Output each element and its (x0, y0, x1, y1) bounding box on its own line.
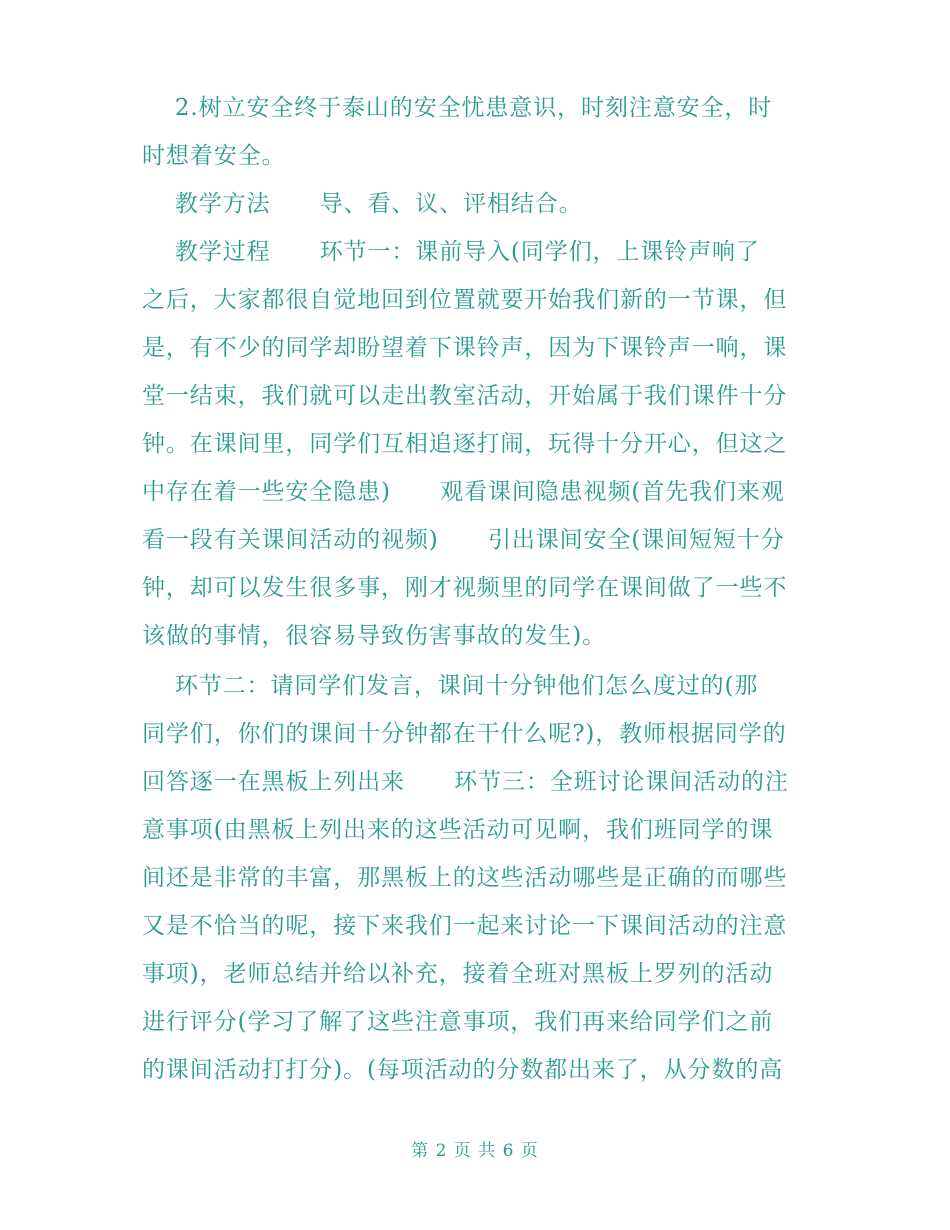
body-line: 之后，大家都很自觉地回到位置就要开始我们新的一节课，但 (142, 287, 788, 313)
body-line: 钟，却可以发生很多事，刚才视频里的同学在课间做了一些不 (142, 575, 788, 601)
body-line: 是，有不少的同学却盼望着下课铃声，因为下课铃声一响，课 (142, 335, 788, 361)
body-line: 时想着安全。 (142, 143, 286, 169)
body-line: 回答逐一在黑板上列出来 环节三：全班讨论课间活动的注 (142, 769, 789, 795)
body-line: 教学过程 环节一：课前导入(同学们，上课铃声响了 (142, 239, 760, 265)
body-line: 2.树立安全终于泰山的安全忧患意识，时刻注意安全，时 (142, 95, 773, 121)
body-line: 又是不恰当的呢，接下来我们一起来讨论一下课间活动的注意 (142, 913, 788, 939)
body-line: 中存在着一些安全隐患) 观看课间隐患视频(首先我们来观 (142, 479, 785, 505)
body-line: 钟。在课间里，同学们互相追逐打闹，玩得十分开心，但这之 (142, 431, 788, 457)
page-number-footer: 第 2 页 共 6 页 (411, 1141, 539, 1161)
body-line: 堂一结束，我们就可以走出教室活动，开始属于我们课件十分 (142, 383, 788, 409)
body-line: 间还是非常的丰富，那黑板上的这些活动哪些是正确的而哪些 (142, 865, 788, 891)
body-line: 同学们，你们的课间十分钟都在干什么呢?)，教师根据同学的 (142, 721, 787, 747)
body-line: 的课间活动打打分)。(每项活动的分数都出来了，从分数的高 (142, 1057, 784, 1083)
body-line: 事项)，老师总结并给以补充，接着全班对黑板上罗列的活动 (142, 961, 774, 987)
body-line: 环节二：请同学们发言，课间十分钟他们怎么度过的(那 (142, 673, 759, 699)
body-line: 意事项(由黑板上列出来的这些活动可见啊，我们班同学的课 (142, 817, 774, 843)
body-line: 看一段有关课间活动的视频) 引出课间安全(课间短短十分 (142, 527, 785, 553)
body-line: 进行评分(学习了解了这些注意事项，我们再来给同学们之前 (142, 1009, 774, 1035)
body-line: 教学方法 导、看、议、评相结合。 (142, 191, 583, 217)
body-line: 该做的事情，很容易导致伤害事故的发生)。 (142, 623, 606, 649)
